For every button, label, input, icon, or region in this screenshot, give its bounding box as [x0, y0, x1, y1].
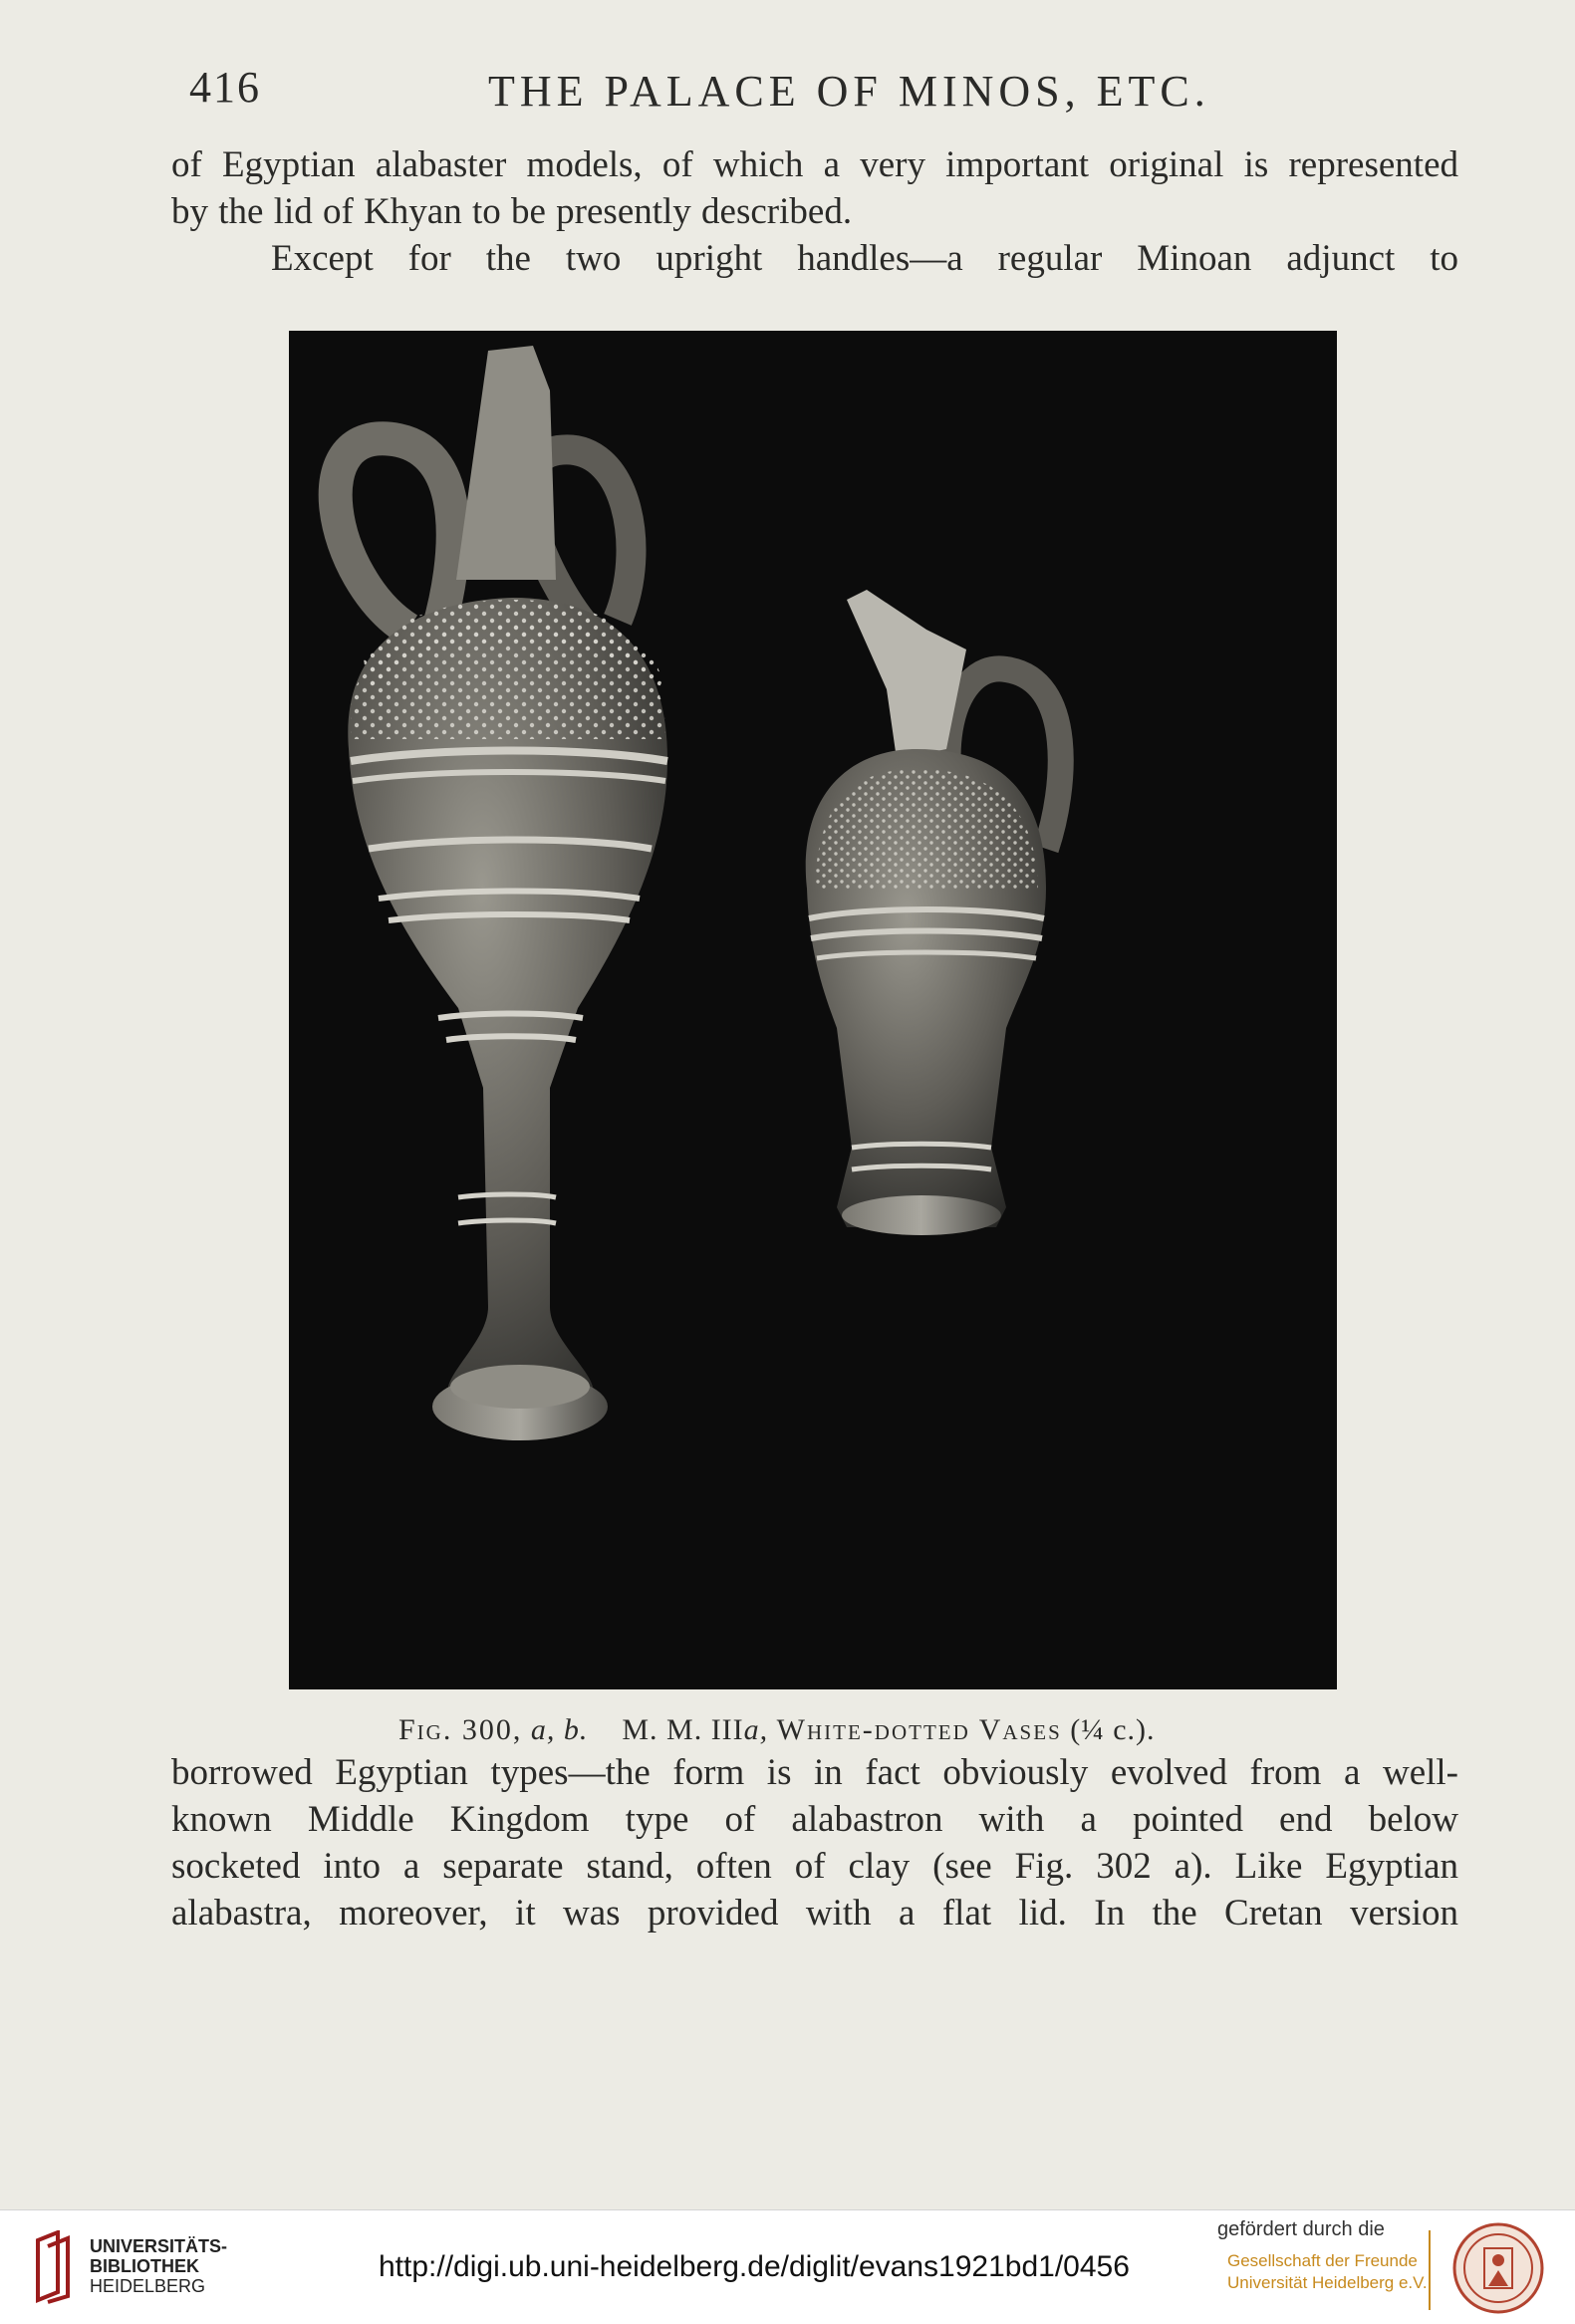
caption-ab: a, b.: [530, 1713, 589, 1746]
caption-figure-number: Fig. 300,: [398, 1713, 523, 1746]
text-line: borrowed Egyptian types—the form is in fact obviously evolved from a well-: [171, 1752, 1458, 1793]
text-line: of Egyptian alabaster models, of which a very important original is represented: [171, 144, 1458, 185]
paragraph-bottom: [171, 1749, 1458, 1937]
text-line: Except for the two upright handles—a regular Minoan adjunct to: [271, 238, 1458, 279]
figure-plate: [289, 331, 1337, 1689]
large-vase: [336, 346, 667, 1440]
caption-title: White-dotted Vases: [776, 1713, 1062, 1746]
sponsor-line: Gesellschaft der Freunde: [1227, 2251, 1418, 2270]
text-line: socketed into a separate stand, often of clay (see Fig. 302 a). Like Egyptian: [171, 1846, 1458, 1887]
vases-photograph: [289, 331, 1337, 1689]
library-name-line: HEIDELBERG: [90, 2276, 206, 2296]
text-line: by the lid of Khyan to be presently described.: [171, 191, 853, 232]
sponsor-line: Universität Heidelberg e.V.: [1227, 2273, 1428, 2292]
small-vase: [806, 590, 1061, 1235]
digitization-footer: [0, 2209, 1575, 2324]
library-name-line: BIBLIOTHEK: [90, 2256, 199, 2276]
paragraph-top: [171, 141, 1458, 282]
permalink-url[interactable]: http://digi.ub.uni-heidelberg.de/diglit/evans1921bd1/0456: [379, 2250, 1130, 2283]
page-number: 416: [189, 63, 261, 112]
library-name-line: UNIVERSITÄTS-: [90, 2236, 228, 2256]
running-title: THE PALACE OF MINOS, ETC.: [488, 67, 1210, 116]
caption-period-sub: a,: [743, 1713, 769, 1746]
sponsor-label: gefördert durch die: [1217, 2218, 1385, 2240]
text-line: known Middle Kingdom type of alabastron with a pointed end below: [171, 1799, 1458, 1840]
caption-scale: (¼ c.).: [1070, 1713, 1156, 1746]
footer-divider: [1429, 2230, 1431, 2310]
text-line: alabastra, moreover, it was provided with a flat lid. In the Cretan version: [171, 1893, 1458, 1934]
figure-caption: [398, 1713, 1156, 1747]
caption-period: M. M. III: [622, 1713, 744, 1746]
library-name: [90, 2236, 227, 2296]
library-logo-icon: [28, 2230, 80, 2304]
university-seal-icon: [1450, 2220, 1546, 2316]
sponsor-name: [1227, 2250, 1428, 2294]
